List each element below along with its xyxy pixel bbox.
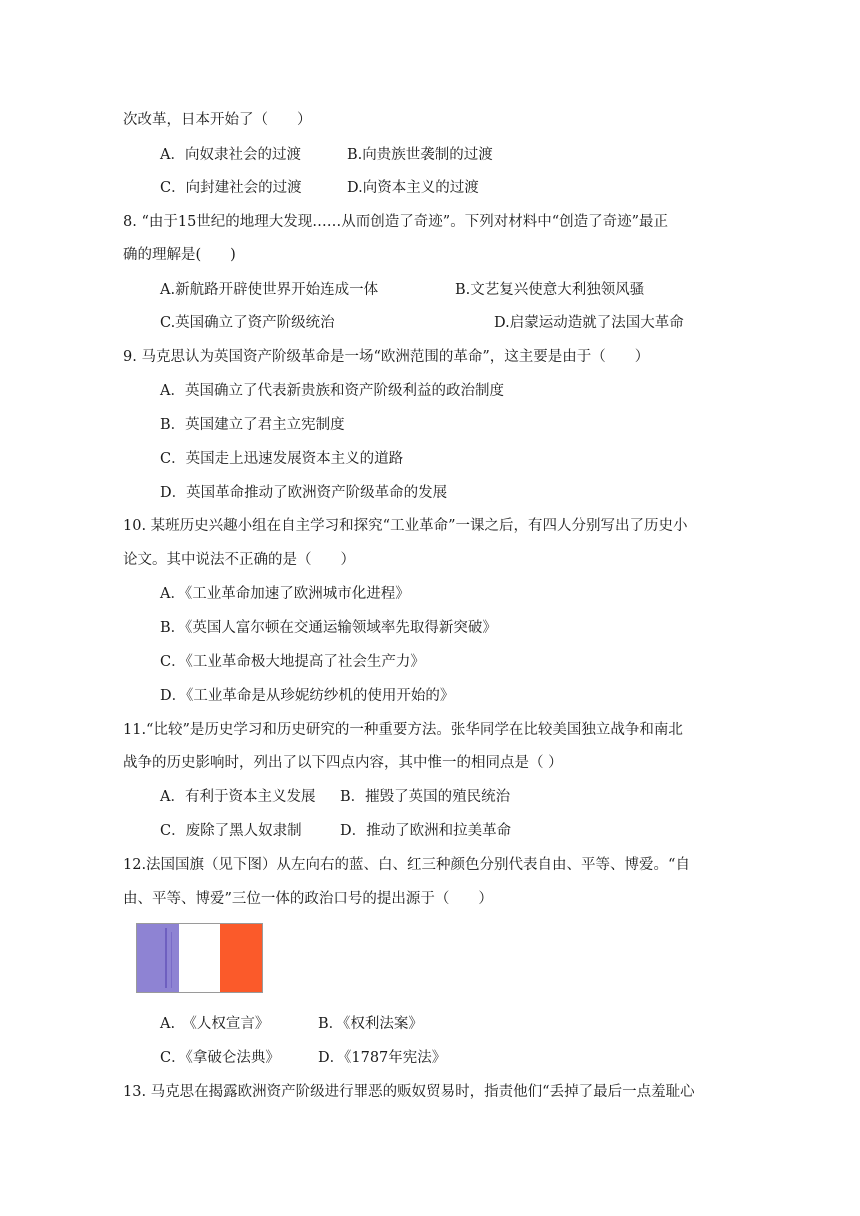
q11-options-row-1 (160, 787, 720, 807)
q12-stem-line-2: 由、平等、博爱”三位一体的政治口号的提出源于（ ） (123, 891, 493, 907)
french-flag-image (136, 923, 263, 993)
flag-white-stripe (179, 924, 221, 992)
q11-option-d[interactable]: D．推动了欧洲和拉美革命 (340, 823, 512, 839)
q12-option-d[interactable]: D．《1787年宪法》 (318, 1050, 447, 1066)
q7-option-c[interactable]: C．向封建社会的过渡 (160, 180, 302, 196)
q8-options-row-1 (160, 280, 740, 300)
q11-options-row-2 (160, 821, 720, 841)
q10-option-b[interactable]: B．《英国人富尔顿在交通运输领域率先取得新突破》 (160, 620, 497, 636)
q11-option-a[interactable]: A．有利于资本主义发展 (160, 789, 316, 805)
q12-option-a[interactable]: A. 《人权宣言》 (160, 1016, 270, 1032)
flag-red-stripe (220, 924, 262, 992)
q7-option-a[interactable]: A．向奴隶社会的过渡 (160, 147, 301, 163)
q9-option-b[interactable]: B．英国建立了君主立宪制度 (160, 417, 345, 433)
q10-option-a[interactable]: A．《工业革命加速了欧洲城市化进程》 (160, 586, 410, 602)
q7-options-row-1 (160, 145, 720, 165)
q10-stem-line-2: 论文。其中说法不正确的是（ ） (123, 552, 355, 568)
q8-options-row-2 (160, 313, 740, 333)
q8-option-d[interactable]: D.启蒙运动造就了法国大革命 (494, 315, 684, 331)
q11-stem-line-2: 战争的历史影响时，列出了以下四点内容，其中惟一的相同点是（ ） (123, 755, 563, 771)
q12-options-row-2 (160, 1048, 720, 1068)
q12-option-c[interactable]: C．《拿破仑法典》 (160, 1050, 280, 1066)
q7-stem-tail: 次改革，日本开始了（ ） (123, 112, 312, 128)
q11-option-c[interactable]: C．废除了黑人奴隶制 (160, 823, 302, 839)
q10-stem-line-1: 10. 某班历史兴趣小组在自主学习和探究“工业革命”一课之后，有四人分别写出了历史小 (123, 518, 688, 534)
q9-option-a[interactable]: A．英国确立了代表新贵族和资产阶级利益的政治制度 (160, 383, 504, 399)
q10-option-d[interactable]: D．《工业革命是从珍妮纺纱机的使用开始的》 (160, 688, 455, 704)
q7-option-d[interactable]: D.向资本主义的过渡 (347, 180, 479, 196)
q9-option-d[interactable]: D．英国革命推动了欧洲资产阶级革命的发展 (160, 485, 448, 501)
q13-stem: 13. 马克思在揭露欧洲资产阶级进行罪恶的贩奴贸易时，指责他们“丢掉了最后一点羞耻心 (123, 1084, 695, 1100)
q12-option-b[interactable]: B．《权利法案》 (318, 1016, 423, 1032)
q8-stem-line-1: 8. “由于15世纪的地理大发现……从而创造了奇迹”。下列对材料中“创造了奇迹”最正 (123, 214, 669, 230)
q11-option-b[interactable]: B．摧毁了英国的殖民统治 (340, 789, 511, 805)
q11-stem-line-1: 11.“比较”是历史学习和历史研究的一种重要方法。张华同学在比较美国独立战争和南北 (123, 722, 683, 738)
q8-option-a[interactable]: A.新航路开辟使世界开始连成一体 (160, 282, 379, 298)
q12-options-row-1 (160, 1014, 720, 1034)
q10-option-c[interactable]: C．《工业革命极大地提高了社会生产力》 (160, 654, 425, 670)
q8-stem-line-2: 确的理解是( ) (123, 247, 236, 263)
q9-option-c[interactable]: C．英国走上迅速发展资本主义的道路 (160, 451, 404, 467)
q7-options-row-2 (160, 178, 720, 198)
q9-stem: 9. 马克思认为英国资产阶级革命是一场“欧洲范围的革命”，这主要是由于（ ） (123, 349, 650, 365)
q8-option-c[interactable]: C.英国确立了资产阶级统治 (160, 315, 335, 331)
flag-blue-stripe (137, 924, 179, 992)
q12-stem-line-1: 12.法国国旗（见下图）从左向右的蓝、白、红三种颜色分别代表自由、平等、博爱。“自 (123, 857, 690, 873)
q8-option-b[interactable]: B.文艺复兴使意大利独领风骚 (455, 282, 645, 298)
q7-option-b[interactable]: B.向贵族世袭制的过渡 (347, 147, 493, 163)
